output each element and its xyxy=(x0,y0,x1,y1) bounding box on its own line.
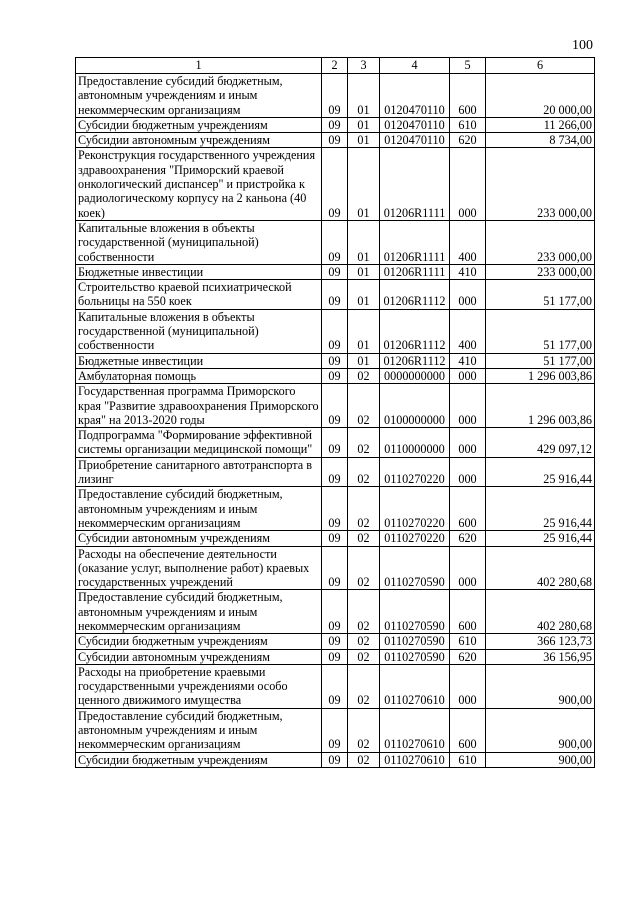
code-cell-c3: 02 xyxy=(348,531,380,546)
code-cell-c2: 09 xyxy=(322,590,348,634)
table-row xyxy=(76,590,595,634)
expense-name-cell: Расходы на обеспечение деятельности (оказание услуг, выполнение работ) краевых государственных учреждений xyxy=(76,546,322,590)
table-row xyxy=(76,649,595,664)
code-cell-c3: 01 xyxy=(348,309,380,353)
expense-name-cell: Субсидии бюджетным учреждениям xyxy=(76,752,322,767)
code-cell-c4: 0120470110 xyxy=(380,74,450,118)
table-row xyxy=(76,428,595,458)
code-cell-c5: 000 xyxy=(450,280,486,310)
expense-name-cell: Подпрограмма "Формирование эффективной системы организации медицинской помощи" xyxy=(76,428,322,458)
code-cell-c2: 09 xyxy=(322,384,348,428)
code-cell-c5: 000 xyxy=(450,368,486,383)
table-row xyxy=(76,634,595,649)
code-cell-c3: 02 xyxy=(348,649,380,664)
table-row xyxy=(76,309,595,353)
code-cell-c5: 000 xyxy=(450,664,486,708)
code-cell-c5: 400 xyxy=(450,220,486,264)
code-cell-c6: 1 296 003,86 xyxy=(486,368,595,383)
column-header: 2 xyxy=(322,58,348,74)
table-row xyxy=(76,487,595,531)
code-cell-c5: 000 xyxy=(450,148,486,220)
code-cell-c3: 01 xyxy=(348,353,380,368)
code-cell-c3: 02 xyxy=(348,590,380,634)
code-cell-c5: 610 xyxy=(450,117,486,132)
column-header: 5 xyxy=(450,58,486,74)
table-row xyxy=(76,546,595,590)
budget-table xyxy=(75,57,595,768)
expense-name-cell: Субсидии бюджетным учреждениям xyxy=(76,117,322,132)
code-cell-c3: 02 xyxy=(348,368,380,383)
expense-name-cell: Реконструкция государственного учреждения здравоохранения "Приморский краевой онкологический диспансер" и пристройка к радиологическому корпусу на 2 каньона (40 коек) xyxy=(76,148,322,220)
code-cell-c4: 01206R1111 xyxy=(380,264,450,279)
table-row xyxy=(76,531,595,546)
column-header: 6 xyxy=(486,58,595,74)
code-cell-c5: 410 xyxy=(450,353,486,368)
code-cell-c6: 402 280,68 xyxy=(486,546,595,590)
expense-name-cell: Субсидии бюджетным учреждениям xyxy=(76,634,322,649)
code-cell-c2: 09 xyxy=(322,752,348,767)
code-cell-c5: 600 xyxy=(450,708,486,752)
code-cell-c2: 09 xyxy=(322,353,348,368)
code-cell-c6: 429 097,12 xyxy=(486,428,595,458)
table-row xyxy=(76,148,595,220)
code-cell-c6: 25 916,44 xyxy=(486,487,595,531)
code-cell-c6: 36 156,95 xyxy=(486,649,595,664)
code-cell-c5: 610 xyxy=(450,752,486,767)
code-cell-c3: 01 xyxy=(348,148,380,220)
code-cell-c5: 620 xyxy=(450,531,486,546)
code-cell-c4: 01206R1112 xyxy=(380,309,450,353)
code-cell-c2: 09 xyxy=(322,708,348,752)
code-cell-c2: 09 xyxy=(322,264,348,279)
code-cell-c6: 1 296 003,86 xyxy=(486,384,595,428)
code-cell-c2: 09 xyxy=(322,368,348,383)
code-cell-c2: 09 xyxy=(322,117,348,132)
expense-name-cell: Бюджетные инвестиции xyxy=(76,353,322,368)
expense-name-cell: Бюджетные инвестиции xyxy=(76,264,322,279)
table-row xyxy=(76,220,595,264)
code-cell-c2: 09 xyxy=(322,546,348,590)
page-number: 100 xyxy=(572,38,593,53)
expense-name-cell: Субсидии автономным учреждениям xyxy=(76,649,322,664)
code-cell-c5: 600 xyxy=(450,74,486,118)
code-cell-c4: 0000000000 xyxy=(380,368,450,383)
code-cell-c3: 02 xyxy=(348,664,380,708)
table-row xyxy=(76,457,595,487)
code-cell-c4: 01206R1111 xyxy=(380,220,450,264)
column-header: 4 xyxy=(380,58,450,74)
table-row xyxy=(76,384,595,428)
code-cell-c5: 600 xyxy=(450,487,486,531)
table-row xyxy=(76,664,595,708)
expense-name-cell: Приобретение санитарного автотранспорта в лизинг xyxy=(76,457,322,487)
code-cell-c2: 09 xyxy=(322,74,348,118)
code-cell-c6: 233 000,00 xyxy=(486,220,595,264)
code-cell-c3: 02 xyxy=(348,546,380,590)
code-cell-c4: 0110270610 xyxy=(380,752,450,767)
code-cell-c5: 000 xyxy=(450,428,486,458)
code-cell-c2: 09 xyxy=(322,309,348,353)
code-cell-c4: 0110270590 xyxy=(380,634,450,649)
expense-name-cell: Субсидии автономным учреждениям xyxy=(76,531,322,546)
code-cell-c4: 0110270590 xyxy=(380,649,450,664)
code-cell-c5: 620 xyxy=(450,133,486,148)
code-cell-c6: 51 177,00 xyxy=(486,280,595,310)
code-cell-c2: 09 xyxy=(322,531,348,546)
code-cell-c6: 366 123,73 xyxy=(486,634,595,649)
table-row xyxy=(76,133,595,148)
code-cell-c6: 233 000,00 xyxy=(486,148,595,220)
code-cell-c4: 0110270220 xyxy=(380,531,450,546)
code-cell-c3: 02 xyxy=(348,752,380,767)
code-cell-c4: 0110270220 xyxy=(380,487,450,531)
code-cell-c5: 610 xyxy=(450,634,486,649)
code-cell-c6: 8 734,00 xyxy=(486,133,595,148)
code-cell-c3: 01 xyxy=(348,117,380,132)
code-cell-c2: 09 xyxy=(322,649,348,664)
code-cell-c2: 09 xyxy=(322,220,348,264)
code-cell-c2: 09 xyxy=(322,457,348,487)
code-cell-c4: 0110270590 xyxy=(380,546,450,590)
code-cell-c2: 09 xyxy=(322,634,348,649)
table-row xyxy=(76,368,595,383)
table-row xyxy=(76,74,595,118)
code-cell-c2: 09 xyxy=(322,133,348,148)
table-row xyxy=(76,264,595,279)
code-cell-c3: 02 xyxy=(348,384,380,428)
code-cell-c6: 402 280,68 xyxy=(486,590,595,634)
code-cell-c2: 09 xyxy=(322,664,348,708)
code-cell-c4: 0100000000 xyxy=(380,384,450,428)
code-cell-c3: 01 xyxy=(348,220,380,264)
code-cell-c3: 02 xyxy=(348,428,380,458)
code-cell-c6: 900,00 xyxy=(486,752,595,767)
expense-name-cell: Предоставление субсидий бюджетным, автономным учреждениям и иным некоммерческим организациям xyxy=(76,590,322,634)
code-cell-c3: 02 xyxy=(348,634,380,649)
code-cell-c6: 900,00 xyxy=(486,664,595,708)
expense-name-cell: Предоставление субсидий бюджетным, автономным учреждениям и иным некоммерческим организациям xyxy=(76,74,322,118)
code-cell-c5: 000 xyxy=(450,384,486,428)
code-cell-c3: 01 xyxy=(348,133,380,148)
code-cell-c6: 11 266,00 xyxy=(486,117,595,132)
code-cell-c3: 02 xyxy=(348,708,380,752)
code-cell-c5: 400 xyxy=(450,309,486,353)
table-row xyxy=(76,117,595,132)
expense-name-cell: Амбулаторная помощь xyxy=(76,368,322,383)
code-cell-c6: 233 000,00 xyxy=(486,264,595,279)
code-cell-c4: 0110270220 xyxy=(380,457,450,487)
code-cell-c6: 51 177,00 xyxy=(486,353,595,368)
expense-name-cell: Предоставление субсидий бюджетным, автономным учреждениям и иным некоммерческим организациям xyxy=(76,708,322,752)
code-cell-c4: 0120470110 xyxy=(380,117,450,132)
column-header: 3 xyxy=(348,58,380,74)
code-cell-c6: 25 916,44 xyxy=(486,531,595,546)
code-cell-c4: 0110270590 xyxy=(380,590,450,634)
code-cell-c4: 01206R1112 xyxy=(380,280,450,310)
code-cell-c3: 02 xyxy=(348,487,380,531)
code-cell-c4: 0110270610 xyxy=(380,664,450,708)
code-cell-c2: 09 xyxy=(322,428,348,458)
code-cell-c6: 900,00 xyxy=(486,708,595,752)
code-cell-c5: 410 xyxy=(450,264,486,279)
expense-name-cell: Государственная программа Приморского края "Развитие здравоохранения Приморского края" на 2013-2020 годы xyxy=(76,384,322,428)
code-cell-c3: 01 xyxy=(348,74,380,118)
code-cell-c3: 02 xyxy=(348,457,380,487)
code-cell-c4: 01206R1111 xyxy=(380,148,450,220)
expense-name-cell: Капитальные вложения в объекты государственной (муниципальной) собственности xyxy=(76,220,322,264)
code-cell-c2: 09 xyxy=(322,280,348,310)
code-cell-c5: 600 xyxy=(450,590,486,634)
table-row xyxy=(76,280,595,310)
code-cell-c5: 000 xyxy=(450,457,486,487)
code-cell-c4: 01206R1112 xyxy=(380,353,450,368)
expense-name-cell: Строительство краевой психиатрической больницы на 550 коек xyxy=(76,280,322,310)
expense-name-cell: Расходы на приобретение краевыми государственными учреждениями особо ценного движимого имущества xyxy=(76,664,322,708)
code-cell-c4: 0120470110 xyxy=(380,133,450,148)
expense-name-cell: Капитальные вложения в объекты государственной (муниципальной) собственности xyxy=(76,309,322,353)
table-row xyxy=(76,353,595,368)
expense-name-cell: Предоставление субсидий бюджетным, автономным учреждениям и иным некоммерческим организациям xyxy=(76,487,322,531)
code-cell-c6: 20 000,00 xyxy=(486,74,595,118)
code-cell-c6: 25 916,44 xyxy=(486,457,595,487)
table-row xyxy=(76,752,595,767)
code-cell-c3: 01 xyxy=(348,280,380,310)
code-cell-c2: 09 xyxy=(322,487,348,531)
table-header-row xyxy=(76,58,595,74)
column-header: 1 xyxy=(76,58,322,74)
code-cell-c2: 09 xyxy=(322,148,348,220)
code-cell-c3: 01 xyxy=(348,264,380,279)
expense-name-cell: Субсидии автономным учреждениям xyxy=(76,133,322,148)
code-cell-c5: 000 xyxy=(450,546,486,590)
code-cell-c4: 0110000000 xyxy=(380,428,450,458)
code-cell-c6: 51 177,00 xyxy=(486,309,595,353)
code-cell-c4: 0110270610 xyxy=(380,708,450,752)
table-row xyxy=(76,708,595,752)
code-cell-c5: 620 xyxy=(450,649,486,664)
